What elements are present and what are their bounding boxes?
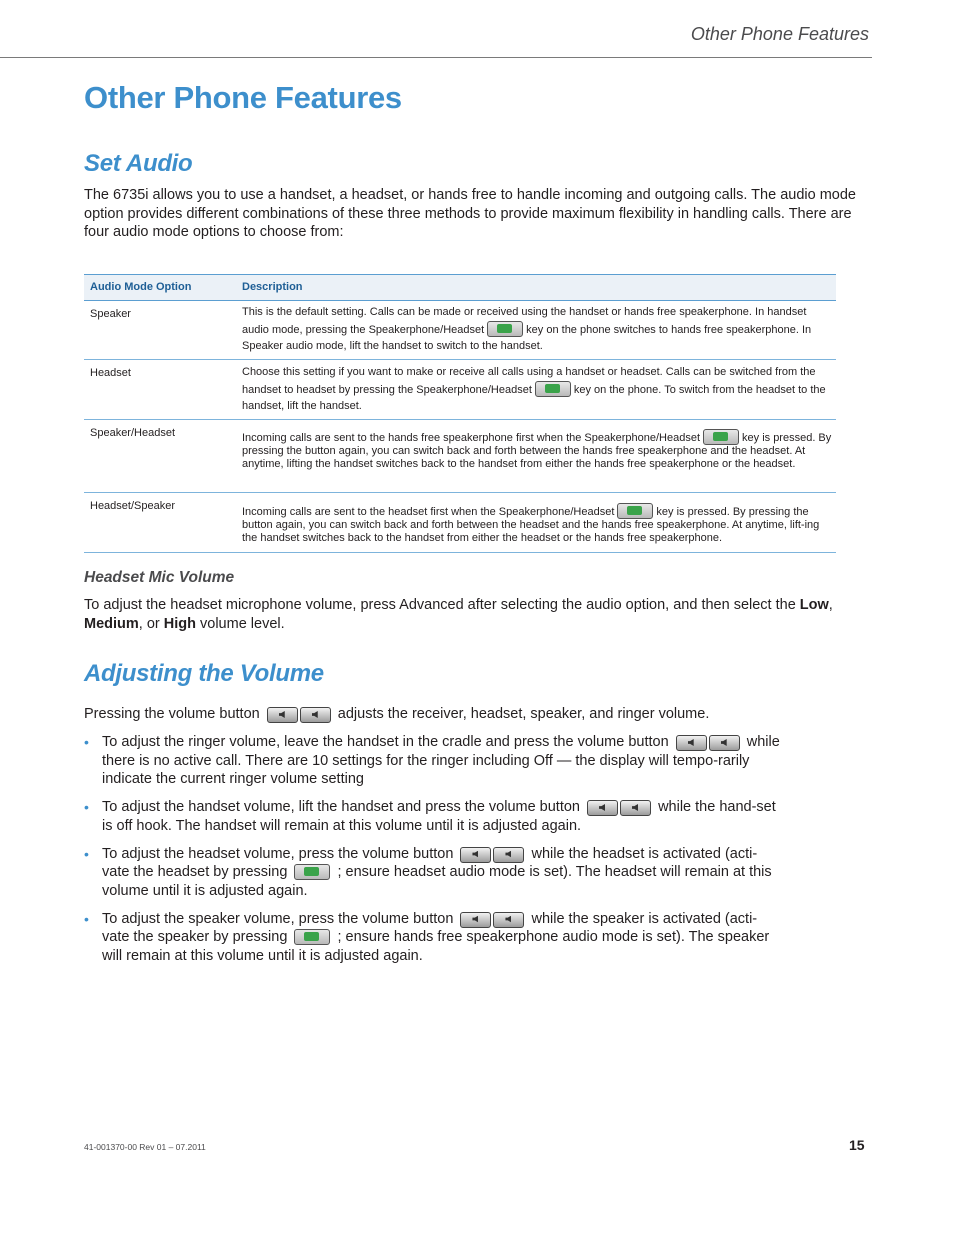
audio-mode-table xyxy=(84,274,836,553)
bullet-icon: • xyxy=(84,734,89,750)
bullet-text: while the speaker is activated (acti-vate the speaker by pressing xyxy=(102,910,758,945)
description-text: key is pressed. By pressing the button again, you can switch back and forth between the headset and the hands free speakerphone. At anytime, lift-ing the handset switches back to the handset from either the headset or the hands free speakerphone. xyxy=(242,506,820,544)
bullet-text: while the headset is activated (acti-vate the headset by pressing xyxy=(102,845,758,880)
paragraph-text: To adjust the headset microphone volume, press Advanced after selecting the audio option, and then select the xyxy=(84,597,800,613)
description-cell xyxy=(242,364,834,415)
paragraph-text: , or xyxy=(138,615,164,632)
section-heading-adjusting-volume: Adjusting the Volume xyxy=(84,660,324,687)
bullet-text: while the hand-set is off hook. The handset will remain at this volume until it is adjusted again. xyxy=(102,799,776,834)
description-text: Incoming calls are sent to the hands free speakerphone first when the Speakerphone/Headset xyxy=(242,432,701,444)
bullet-text: To adjust the headset volume, press the volume button xyxy=(102,845,454,862)
bullet-text: while there is no active call. There are 10 settings for the ringer including Off — the display will tempo-rarily indicate the current ringer volume setting xyxy=(102,734,780,787)
subheading-headset-mic-volume: Headset Mic Volume xyxy=(84,569,235,586)
volume-button-icon xyxy=(267,707,331,723)
table-row xyxy=(84,493,836,553)
list-item xyxy=(84,845,784,901)
option-high: High xyxy=(163,615,196,632)
description-text: key on the phone switches to hands free speakerphone. In Speaker audio mode, lift the handset to switch to the handset. xyxy=(242,323,812,352)
volume-bullet-list xyxy=(84,733,784,975)
speakerphone-headset-key-icon xyxy=(617,503,653,519)
speakerphone-headset-key-icon xyxy=(294,929,330,945)
list-item xyxy=(84,733,784,789)
paragraph-text: volume level. xyxy=(195,615,285,632)
volume-button-icon xyxy=(587,800,651,816)
running-header: Other Phone Features xyxy=(690,24,869,44)
volume-button-icon xyxy=(460,847,524,863)
bullet-text: To adjust the ringer volume, leave the handset in the cradle and press the volume button xyxy=(102,734,669,750)
paragraph-text: Pressing the volume button xyxy=(84,706,260,722)
option-cell: Speaker/Headset xyxy=(90,427,175,439)
bullet-text: ; ensure hands free speakerphone audio mode is set). The speaker will remain at this volume until it is adjusted again. xyxy=(102,929,770,964)
footer-doc-id: 41-001370-00 Rev 01 – 07.2011 xyxy=(84,1142,206,1152)
bullet-text: To adjust the speaker volume, press the volume button xyxy=(102,910,454,927)
description-text: Choose this setting if you want to make or receive all calls using a handset or headset. Calls can be switched from the handset to headset by pressing the Speakerphone/Headset xyxy=(242,366,816,396)
speakerphone-headset-key-icon xyxy=(535,381,571,397)
speakerphone-headset-key-icon xyxy=(487,321,523,337)
option-low: Low xyxy=(799,597,829,613)
page-number: 15 xyxy=(849,1137,865,1153)
column-header-description: Description xyxy=(242,281,303,293)
description-cell xyxy=(242,304,834,355)
section-heading-set-audio: Set Audio xyxy=(84,150,193,177)
option-medium: Medium xyxy=(84,615,139,632)
table-row xyxy=(84,360,836,420)
table-header xyxy=(84,274,836,301)
volume-button-icon xyxy=(460,912,524,928)
description-cell xyxy=(242,429,834,470)
description-cell xyxy=(242,503,834,544)
table-row xyxy=(84,420,836,493)
header-rule xyxy=(0,57,872,58)
speakerphone-headset-key-icon xyxy=(703,429,739,445)
bullet-text: ; ensure headset audio mode is set). The headset will remain at this volume until it is adjusted again. xyxy=(102,864,772,899)
column-header-option: Audio Mode Option xyxy=(90,281,192,293)
page-title: Other Phone Features xyxy=(84,80,402,115)
bullet-icon: • xyxy=(84,910,89,927)
paragraph-text: , xyxy=(828,597,833,613)
description-text: This is the default setting. Calls can be made or received using the handset or hands free speakerphone. In handset audio mode, pressing the Speakerphone/Headset xyxy=(242,306,807,336)
table-row xyxy=(84,301,836,360)
headset-mic-paragraph xyxy=(84,596,870,633)
list-item xyxy=(84,798,784,835)
bullet-icon: • xyxy=(84,845,89,862)
bullet-text: To adjust the handset volume, lift the handset and press the volume button xyxy=(102,799,580,815)
description-text: key on the phone. To switch from the headset to the handset, lift the handset. xyxy=(242,383,826,412)
description-text: Incoming calls are sent to the headset first when the Speakerphone/Headset xyxy=(242,506,615,518)
speakerphone-headset-key-icon xyxy=(294,864,330,880)
list-item xyxy=(84,910,784,966)
description-text: key is pressed. By pressing the button again, you can switch back and forth between the hands free speakerphone and the headset. At anytime, lifting the handset switches back to the handset from either the hands free speakerphone or the headset. xyxy=(242,432,832,470)
paragraph-text: adjusts the receiver, headset, speaker, and ringer volume. xyxy=(337,706,710,722)
option-cell: Headset/Speaker xyxy=(90,500,175,512)
set-audio-intro: The 6735i allows you to use a handset, a headset, or hands free to handle incoming and outgoing calls. The audio mode option provides different combinations of these three methods to provide maximum flexibility in handling calls. There are four audio mode options to choose from: xyxy=(84,187,856,240)
bullet-icon: • xyxy=(84,799,89,815)
option-cell: Speaker xyxy=(90,308,131,320)
option-cell: Headset xyxy=(90,367,131,379)
volume-intro xyxy=(84,705,784,724)
volume-button-icon xyxy=(676,735,740,751)
